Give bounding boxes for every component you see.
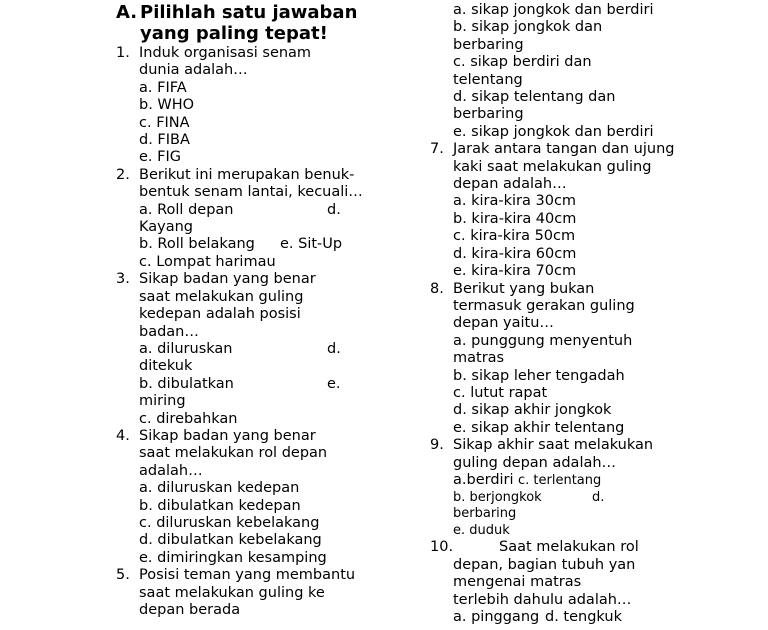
option: e. sikap jongkok dan berdiri — [453, 123, 654, 140]
option: a. Roll depan — [139, 201, 234, 218]
question-10 — [430, 539, 768, 626]
option-wrap: ditekuk — [139, 358, 193, 375]
option-wrap: miring — [139, 393, 186, 410]
question-8 — [430, 281, 768, 438]
option: d. dibulatkan kebelakang — [139, 532, 322, 549]
option: b. berjongkok — [453, 489, 542, 505]
option: c. terlentang — [518, 472, 602, 488]
option: e. Sit-Up — [280, 236, 343, 253]
option: a. punggung menyentuh matras — [453, 332, 633, 367]
right-column — [430, 0, 768, 626]
question-number: 10. — [430, 539, 454, 556]
option: e. sikap akhir telentang — [453, 419, 625, 436]
option: c. FINA — [139, 114, 190, 131]
question-7 — [430, 141, 768, 280]
option: e. kira-kira 70cm — [453, 263, 577, 280]
option-row: b. berjongkok d. — [453, 489, 605, 505]
option: d. FIBA — [139, 132, 190, 149]
question-9 — [430, 437, 768, 539]
question-number: 9. — [430, 437, 444, 454]
option-row: b. dibulatkan e. — [139, 375, 341, 392]
option: d. sikap akhir jongkok — [453, 402, 612, 419]
option: b. sikap leher tengadah — [453, 367, 625, 384]
question-number: 2. — [116, 166, 130, 183]
option: d. sikap telentang dan berbaring — [453, 89, 616, 123]
option: c. diluruskan kebelakang — [139, 514, 320, 531]
question-5 — [116, 567, 416, 619]
question-2 — [116, 167, 416, 271]
option: e. duduk — [453, 522, 510, 538]
option: c. sikap berdiri dan telentang — [453, 54, 592, 88]
option: a. sikap jongkok dan berdiri — [453, 2, 654, 18]
option: a. diluruskan — [139, 340, 233, 357]
question-first-line: 10. Saat melakukan rol — [430, 539, 639, 556]
option-wrap: Kayang — [139, 219, 193, 236]
option: d. kira-kira 60cm — [453, 245, 577, 262]
question-text: Posisi teman yang membantu saat melakukan guling ke depan berada — [139, 567, 356, 619]
question-text: Sikap badan yang benar saat melakukan rol depan adalah… — [139, 427, 328, 479]
option: a. FIFA — [139, 79, 187, 96]
option: c. kira-kira 50cm — [453, 228, 576, 245]
question-number: 1. — [116, 45, 130, 61]
option: b. dibulatkan kedepan — [139, 497, 301, 514]
option-continued: d. — [327, 201, 341, 218]
question-continued-options — [430, 2, 768, 141]
question-number: 4. — [116, 427, 130, 444]
option-row — [453, 472, 768, 490]
question-text: Sikap akhir saat melakukan guling depan adalah… — [453, 437, 654, 471]
section-heading — [116, 2, 416, 44]
option: c. lutut rapat — [453, 384, 548, 401]
question-number: 7. — [430, 141, 444, 158]
question-text: Sikap badan yang benar saat melakukan guling kedepan adalah posisi badan… — [139, 271, 316, 340]
option: d. tengkuk — [545, 608, 622, 625]
question-number: 3. — [116, 271, 130, 288]
option: b. dibulatkan — [139, 375, 234, 392]
question-4 — [116, 428, 416, 567]
section-title: Pilihlah satu jawaban yang paling tepat! — [140, 2, 358, 44]
question-1 — [116, 45, 416, 167]
option: b. Roll belakang — [139, 236, 255, 253]
option: b. kira-kira 40cm — [453, 210, 577, 227]
option: a. kira-kira 30cm — [453, 193, 577, 210]
question-number: 8. — [430, 280, 444, 297]
option: e. FIG — [139, 149, 181, 166]
option-wrap: berbaring — [453, 506, 517, 522]
left-column — [116, 0, 416, 619]
question-text: Induk organisasi senam dunia adalah… — [139, 45, 312, 79]
option-row: a. diluruskan d. — [139, 340, 341, 357]
question-text-rest: depan, bagian tubuh yan mengenai matras terlebih dahulu adalah… — [453, 556, 636, 608]
option-row — [453, 609, 768, 626]
option: c. Lompat harimau — [139, 253, 276, 270]
option: a.berdiri — [453, 471, 514, 488]
option: b. WHO — [139, 97, 195, 114]
option: a. diluruskan kedepan — [139, 480, 300, 497]
question-3 — [116, 271, 416, 428]
option: a. pinggang — [453, 608, 540, 625]
option: e. dimiringkan kesamping — [139, 549, 327, 566]
option: c. direbahkan — [139, 410, 238, 427]
question-text: Berikut ini merupakan benuk-bentuk senam lantai, kecuali… — [139, 166, 363, 201]
question-text: Berikut yang bukan termasuk gerakan guling depan yaitu… — [453, 280, 635, 332]
section-letter: A. — [116, 2, 138, 23]
question-text: Jarak antara tangan dan ujung kaki saat melakukan guling depan adalah… — [453, 141, 675, 193]
question-number: 5. — [116, 567, 130, 584]
option: b. sikap jongkok dan berbaring — [453, 19, 603, 53]
